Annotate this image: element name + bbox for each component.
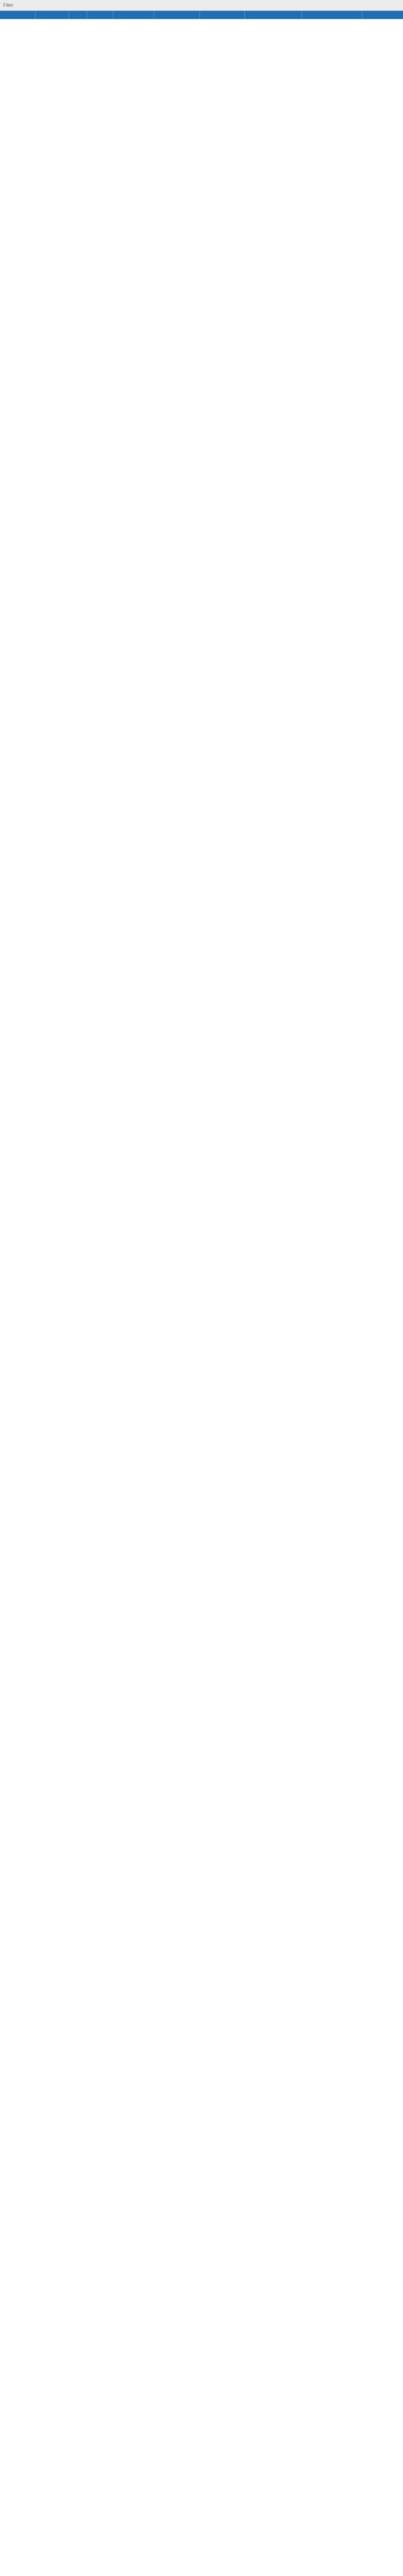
column-header-c4[interactable] [87, 11, 113, 19]
column-header-c6[interactable] [154, 11, 200, 19]
column-header-make[interactable] [0, 11, 36, 19]
column-header-logo[interactable] [69, 11, 87, 19]
vehicle-table [0, 11, 403, 19]
watermark [63, 599, 339, 637]
table-header-row [0, 11, 403, 19]
column-header-c10[interactable] [362, 11, 403, 19]
column-header-c7[interactable] [200, 11, 245, 19]
filter-bar[interactable] [0, 0, 403, 11]
filter-label: Filter [3, 3, 13, 8]
column-header-c8[interactable] [245, 11, 302, 19]
column-header-model[interactable] [36, 11, 69, 19]
column-header-c5[interactable] [113, 11, 154, 19]
column-header-c9[interactable] [302, 11, 362, 19]
